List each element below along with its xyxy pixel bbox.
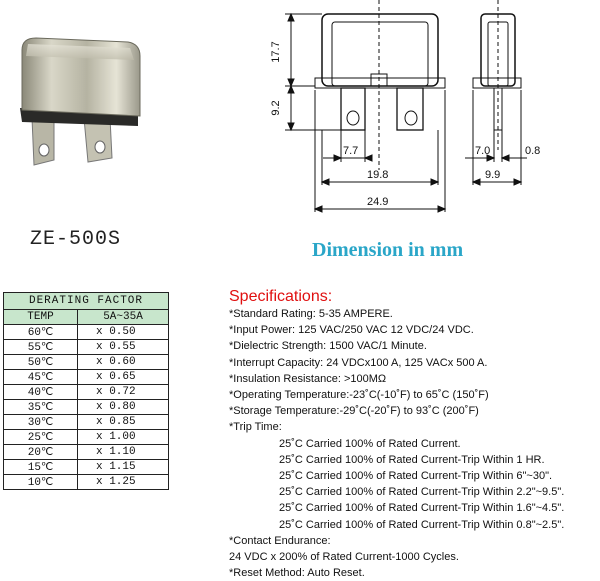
derating-temp: 60℃	[4, 325, 78, 340]
table-row	[4, 385, 169, 400]
dim-height-top-label: 17.7	[270, 41, 282, 63]
spec-line: *Contact Endurance:	[229, 534, 331, 547]
table-row	[4, 445, 169, 460]
col-range: 5A~35A	[78, 310, 169, 325]
dim-tab-thickness-label: 0.8	[525, 145, 541, 157]
derating-temp: 30℃	[4, 415, 78, 430]
derating-factor: x 1.00	[78, 430, 169, 445]
product-photo	[10, 30, 160, 180]
dim-tab-spacing-label: 7.7	[343, 145, 359, 157]
spec-line: *Operating Temperature:-23˚C(-10˚F) to 65˚C (150˚F)	[229, 389, 489, 402]
dim-overall-label: 24.9	[367, 196, 389, 208]
table-row	[4, 400, 169, 415]
spec-line: 25˚C Carried 100% of Rated Current-Trip Within 1 HR.	[279, 453, 545, 466]
derating-factor: x 0.85	[78, 415, 169, 430]
derating-temp: 25℃	[4, 430, 78, 445]
derating-temp: 20℃	[4, 445, 78, 460]
spec-line: *Dielectric Strength: 1500 VAC/1 Minute.	[229, 340, 427, 353]
spec-line: *Insulation Resistance: >100MΩ	[229, 372, 387, 385]
derating-temp: 40℃	[4, 385, 78, 400]
derating-factor: x 0.60	[78, 355, 169, 370]
table-row	[4, 415, 169, 430]
derating-temp: 50℃	[4, 355, 78, 370]
spec-line: 25˚C Carried 100% of Rated Current-Trip Within 2.2"~9.5".	[279, 486, 565, 499]
derating-factor: x 0.55	[78, 340, 169, 355]
spec-line: 25˚C Carried 100% of Rated Current-Trip Within 6"~30".	[279, 470, 553, 483]
table-row	[4, 355, 169, 370]
dimension-title: Dimension in mm	[312, 239, 464, 261]
derating-factor: x 1.10	[78, 445, 169, 460]
spec-line: 25˚C Carried 100% of Rated Current-Trip Within 0.8"~2.5".	[279, 518, 565, 531]
spec-line: 25˚C Carried 100% of Rated Current.	[279, 437, 461, 450]
table-row	[4, 340, 169, 355]
product-model: ZE-500S	[30, 228, 122, 251]
dim-height-tab-label: 9.2	[270, 100, 282, 116]
table-row	[4, 325, 169, 340]
derating-factor: x 1.15	[78, 460, 169, 475]
spec-line: 25˚C Carried 100% of Rated Current-Trip Within 1.6"~4.5".	[279, 502, 565, 515]
derating-temp: 35℃	[4, 400, 78, 415]
derating-factor: x 0.72	[78, 385, 169, 400]
dim-side-width-label: 7.0	[475, 145, 491, 157]
dim-inner-label: 19.8	[367, 169, 389, 181]
derating-temp: 45℃	[4, 370, 78, 385]
spec-list	[229, 306, 599, 581]
derating-temp: 15℃	[4, 460, 78, 475]
derating-factor: x 0.80	[78, 400, 169, 415]
derating-title: DERATING FACTOR	[4, 293, 169, 310]
table-row	[4, 370, 169, 385]
spec-line: 24 VDC x 200% of Rated Current-1000 Cycles.	[229, 551, 459, 564]
col-temp: TEMP	[4, 310, 78, 325]
table-row	[4, 430, 169, 445]
derating-temp: 55℃	[4, 340, 78, 355]
table-row	[4, 475, 169, 490]
derating-factor: x 0.50	[78, 325, 169, 340]
table-row	[4, 460, 169, 475]
dimension-drawing	[255, 0, 600, 232]
spec-line: *Storage Temperature:-29˚C(-20˚F) to 93˚C (200˚F)	[229, 405, 479, 418]
derating-factor: x 1.25	[78, 475, 169, 490]
spec-line: *Trip Time:	[229, 421, 282, 434]
derating-temp: 10℃	[4, 475, 78, 490]
derating-table	[3, 292, 169, 490]
derating-factor: x 0.65	[78, 370, 169, 385]
spec-line: *Standard Rating: 5-35 AMPERE.	[229, 308, 393, 320]
dim-side-overall-label: 9.9	[485, 169, 501, 181]
spec-line: *Input Power: 125 VAC/250 VAC 12 VDC/24 VDC.	[229, 324, 474, 337]
spec-title: Specifications:	[229, 288, 333, 305]
spec-line: *Reset Method: Auto Reset.	[229, 567, 365, 580]
spec-line: *Interrupt Capacity: 24 VDCx100 A, 125 VACx 500 A.	[229, 356, 488, 369]
